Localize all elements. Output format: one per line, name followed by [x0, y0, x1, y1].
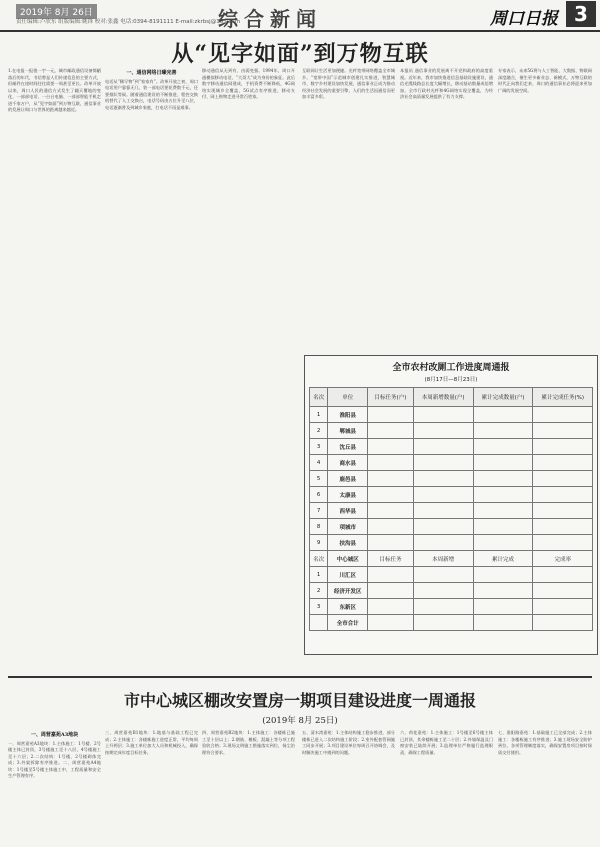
table-cell-unit: 经济开发区 [328, 583, 368, 599]
table-cell-weekly: 本周新增 [413, 551, 473, 567]
table-row [310, 599, 593, 615]
table-row [310, 487, 593, 503]
table-cell-target [368, 535, 413, 551]
table-cell-rank: 2 [310, 583, 328, 599]
table-cell-weekly [413, 487, 473, 503]
table-cell-rank: 9 [310, 535, 328, 551]
article2-text-4: 五、清水湾嘉苑：1.主体结构施工稳步推进，部分楼栋已进入二次结构施工阶段；2.室外配套管网施工同步开展；3.项目建设单位每周召开协调会，及时解决施工中遇到的问题。 [302, 730, 395, 755]
table-cell-unit: 项城市 [328, 519, 368, 535]
table-cell-target [368, 471, 413, 487]
article2-subtitle: (2019年 8月 25日) [262, 716, 338, 726]
table-cell-unit: 东新区 [328, 599, 368, 615]
table-row [310, 439, 593, 455]
table-cell-weekly [413, 599, 473, 615]
table-cell-pct [533, 407, 593, 423]
section-title: 综合新闻 [218, 7, 322, 31]
page-number: 3 [566, 1, 596, 27]
table-cell-weekly [413, 407, 473, 423]
table-cell-weekly [413, 503, 473, 519]
article1-text-6: 专家表示，未来5G将与人工智能、大数据、物联网深度融合，催生更多新业态、新模式，万物互联的时代正向我们走来，周口的通信事业必将迎来更加广阔的发展空间。 [498, 68, 592, 93]
article1-column-1 [8, 68, 101, 668]
table-cell-rank: 3 [310, 599, 328, 615]
table-cell-weekly [413, 455, 473, 471]
article1-column-4 [302, 68, 395, 348]
article2-text-6: 七、淮阳路嘉苑：1.基础施工已全部完成；2.主体施工：各楼栋施工有序推进；3.施工现场安全防护到位，各项管理制度落实，确保安置房项目按时保质交付使用。 [498, 730, 592, 755]
article1-text-4: 互联网让生活更加便捷。光纤宽带网络覆盖全市城乡，“宽带中国”示范城市创建扎实推进，智慧城市、数字乡村建设加快发展，通信事业正成为推动经济社会发展的重要引擎，人们的生活因通信而更加丰富多彩。 [302, 68, 395, 99]
article1-column-2 [105, 68, 198, 668]
table-cell-total [473, 423, 533, 439]
table-cell-pct [533, 519, 593, 535]
masthead [0, 0, 600, 32]
table-cell-total [473, 407, 533, 423]
table-cell-total [473, 583, 533, 599]
table-row [310, 535, 593, 551]
table-cell-unit: 川汇区 [328, 567, 368, 583]
table-row [310, 615, 593, 631]
article2-column-2 [105, 730, 198, 842]
table-cell-weekly [413, 567, 473, 583]
header-percent: 累计完成任务(%) [533, 388, 593, 407]
editor-info: 责任编辑:卢欣东 组版编辑:姚锋 校对:张鑫 电话:0394-8191111 E-mail:zkrbsj@163.com [16, 19, 241, 25]
table-cell-pct [533, 503, 593, 519]
article2-column-6 [498, 730, 592, 842]
newspaper-logo: 周口日报 [490, 9, 558, 29]
table-cell-rank: 2 [310, 423, 328, 439]
header-target: 目标任务(户) [368, 388, 413, 407]
table-row [310, 567, 593, 583]
table-cell-pct [533, 439, 593, 455]
table-cell-target [368, 423, 413, 439]
table-cell-total [473, 455, 533, 471]
table-row [310, 503, 593, 519]
table-cell-target [368, 407, 413, 423]
article1-text-2: 电话从“稀罕物”到“家家有”。改革开放之初，周口电话用户寥寥无几，装一部电话要花费数千元，还要排队等候。随着通信建设的不断推进，程控交换机替代了人工交换台，电话号码由五位升至八位，电话逐渐普及到城乡家庭，打电话不再是难事。 [105, 78, 198, 110]
table-cell-pct [533, 487, 593, 503]
table-cell-total [473, 519, 533, 535]
article2-text-5: 六、荷花嘉苑：1.主体施工：1号楼至6号楼主体已封顶，其余楼栋施工至二十层；2.外墙保温及门窗安装已陆续开展；3.监理单位严格履行监理职责，确保工程质量。 [400, 730, 493, 755]
table-cell-total [473, 487, 533, 503]
section-divider [8, 676, 592, 678]
table-cell-total [473, 615, 533, 631]
table-cell-target [368, 455, 413, 471]
article1-subheading: 一、通信网络日臻完善 [126, 70, 177, 76]
header-unit: 单位 [328, 388, 368, 407]
table-cell-total [473, 567, 533, 583]
table-cell-pct [533, 599, 593, 615]
table-cell-rank: 7 [310, 503, 328, 519]
table-cell-rank: 名次 [310, 551, 328, 567]
article1-column-5 [400, 68, 493, 348]
table-cell-pct [533, 535, 593, 551]
article2-column-5 [400, 730, 493, 842]
header-weekly: 本周新增数量(户) [413, 388, 473, 407]
table-cell-rank: 6 [310, 487, 328, 503]
table-cell-rank: 3 [310, 439, 328, 455]
table-cell-rank: 8 [310, 519, 328, 535]
table-cell-total [473, 503, 533, 519]
table-row [310, 407, 593, 423]
table-row [310, 471, 593, 487]
article2-text-3: 四、周营嘉苑B2地块：1.主体施工：各楼栋已施工至十层以上；2.钢筋、模板、混凝土等分项工程验收合格；3.现场文明施工措施落实到位，扬尘治理符合要求。 [202, 730, 295, 755]
article2-text-1: 一、周营嘉苑A3地块：1.主体施工：1号楼、2号楼主体已封顶，3号楼施工至十八层，4号楼施工至十六层；2.二次结构：1号楼、2号楼砌体完成；3.外架拆除有序推进。二、周营嘉苑A4地块：1号楼至5号楼主体施工中，工程质量和安全生产管理有序。 [8, 740, 101, 778]
table-row [310, 423, 593, 439]
table-row [310, 455, 593, 471]
table-cell-target [368, 615, 413, 631]
table-title: 全市农村改厕工作进度周通报 [392, 363, 510, 373]
table-cell-pct [533, 583, 593, 599]
table-cell-pct [533, 471, 593, 487]
header-rank: 名次 [310, 388, 328, 407]
progress-table [309, 387, 593, 631]
article1-headline: 从“见字如面”到万物互联 [171, 41, 429, 67]
table-cell-weekly [413, 471, 473, 487]
table-cell-rank: 4 [310, 455, 328, 471]
progress-table-panel [304, 355, 598, 655]
issue-date: 2019年 8月 26日 [16, 4, 97, 19]
table-cell-target [368, 583, 413, 599]
table-row [310, 551, 593, 567]
table-cell-target [368, 439, 413, 455]
table-cell-unit: 扶沟县 [328, 535, 368, 551]
table-cell-target [368, 599, 413, 615]
table-cell-target [368, 567, 413, 583]
table-cell-unit: 鹿邑县 [328, 471, 368, 487]
table-cell-unit: 郸城县 [328, 423, 368, 439]
article2-column-1 [8, 730, 101, 842]
table-cell-target [368, 487, 413, 503]
article2-column-3 [202, 730, 295, 842]
table-cell-weekly [413, 519, 473, 535]
table-row [310, 519, 593, 535]
table-cell-pct [533, 567, 593, 583]
table-header-row [310, 388, 593, 407]
table-cell-rank: 1 [310, 407, 328, 423]
article2-column-4 [302, 730, 395, 842]
table-cell-pct [533, 615, 593, 631]
table-cell-total: 累计完成 [473, 551, 533, 567]
table-cell-weekly [413, 439, 473, 455]
table-cell-total [473, 599, 533, 615]
article2-subheading: 一、周营嘉苑A3地块 [30, 732, 79, 738]
table-cell-unit: 全市合计 [328, 615, 368, 631]
table-cell-unit: 沈丘县 [328, 439, 368, 455]
table-subtitle: (8月17日—8月23日) [424, 377, 478, 383]
table-cell-total [473, 439, 533, 455]
table-cell-pct [533, 455, 593, 471]
table-cell-weekly [413, 583, 473, 599]
table-cell-total [473, 535, 533, 551]
table-cell-weekly [413, 423, 473, 439]
table-cell-unit: 淮阳县 [328, 407, 368, 423]
table-cell-pct [533, 423, 593, 439]
table-cell-target [368, 519, 413, 535]
article2-headline: 市中心城区棚改安置房一期项目建设进度一周通报 [123, 691, 476, 710]
table-cell-weekly [413, 535, 473, 551]
table-cell-target: 目标任务 [368, 551, 413, 567]
table-cell-unit: 太康县 [328, 487, 368, 503]
table-cell-pct: 完成率 [533, 551, 593, 567]
article1-text-1: 1.在电报一报值一字一元，城市邮政通信设备简陋落后的年代，书信曾是人们传递信息的主要方式，但邮件在途时间往往需要一周甚至更长。改革开放以来，周口人民的通信方式发生了翻天覆地的变化，一部部电话、一台台电脑、一部部智能手机走进千家万户，从“见字如面”到万物互联，通信事业的发展让周口与世界的距离越来越近。 [8, 68, 101, 112]
table-cell-rank: 5 [310, 471, 328, 487]
table-cell-unit: 西华县 [328, 503, 368, 519]
table-cell-rank [310, 615, 328, 631]
table-row [310, 583, 593, 599]
table-cell-target [368, 503, 413, 519]
table-cell-rank: 1 [310, 567, 328, 583]
header-total: 累计完成数量(户) [473, 388, 533, 407]
table-cell-unit: 中心城区 [328, 551, 368, 567]
table-cell-unit: 商水县 [328, 455, 368, 471]
article1-text-3: 移动通信从无到有、由弱变强。1994年，周口开通模拟移动电话，“大哥大”成为身份的象征。此后数字移动通信网建成，手机资费不断降低，4G网络实现城乡全覆盖，5G试点有序推进，移动支付、网上购物走进寻常百姓家。 [202, 68, 295, 99]
article1-column-3 [202, 68, 295, 668]
table-cell-weekly [413, 615, 473, 631]
article1-text-5: 本报讯 通信事业的发展离不开党和政府的高度重视。近年来，我市加快推进信息基础设施建设，通信光缆线路总长度大幅增长，移动基站数量成倍增加，全市行政村光纤和4G网络实现全覆盖，为经济社会高质量发展提供了有力支撑。 [400, 68, 493, 99]
article2-text-2: 三、周营嘉苑B1地块：1.地基与基础工程已完成；2.主体施工：各楼栋施工进度正常，平均每周上升两层；3.施工单位加大人员和机械投入，确保按期完成年度目标任务。 [105, 730, 198, 755]
table-cell-total [473, 471, 533, 487]
